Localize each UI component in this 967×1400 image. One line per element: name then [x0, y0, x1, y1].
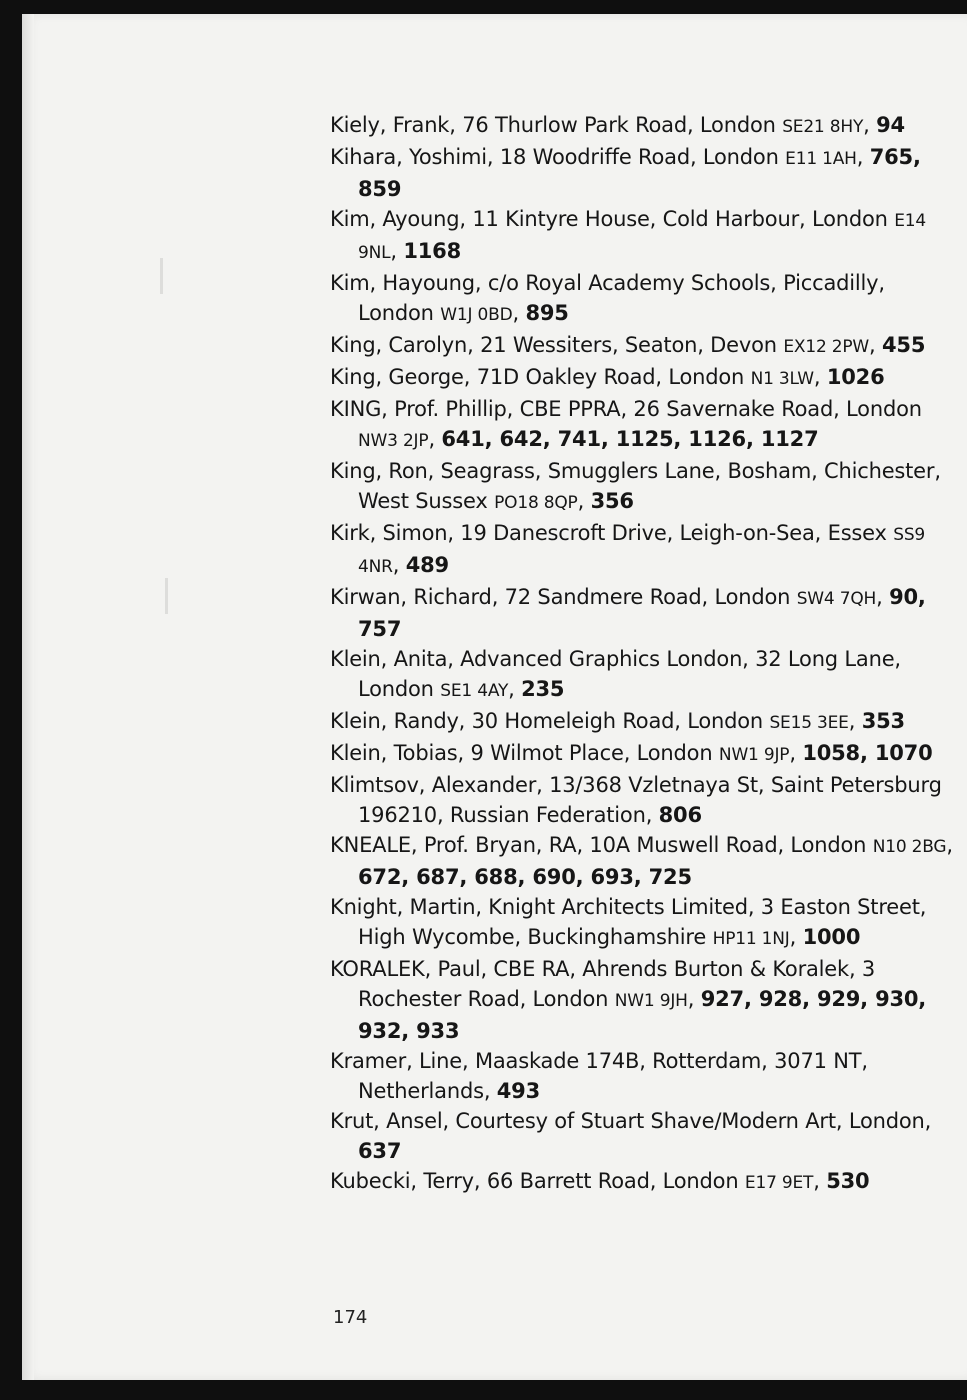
entry-text: Knight, Martin, Knight Architects Limited, 3 Easton Street, High Wycombe, Buckinghamshire: [330, 895, 927, 949]
entry-page-refs: 90, 757: [358, 585, 926, 641]
entry-postcode: SE15 3EE: [769, 713, 849, 733]
entry-text: Klein, Tobias, 9 Wilmot Place, London: [330, 741, 719, 765]
entry-text: Klein, Anita, Advanced Graphics London, 32 Long Lane, London: [330, 647, 901, 701]
entry-postcode: EX12 2PW: [783, 337, 870, 357]
index-entry: Klein, Randy, 30 Homeleigh Road, London SE15 3EE, 353: [330, 709, 905, 733]
index-entry: Kirk, Simon, 19 Danescroft Drive, Leigh-on-Sea, Essex SS9 4NR, 489: [330, 521, 926, 577]
entry-text: Kirk, Simon, 19 Danescroft Drive, Leigh-on-Sea, Essex: [330, 521, 894, 545]
entry-text: Krut, Ansel, Courtesy of Stuart Shave/Modern Art, London: [330, 1109, 925, 1133]
page-edge: [22, 14, 34, 1380]
index-entry: Kramer, Line, Maaskade 174B, Rotterdam, 3071 NT, Netherlands, 493: [330, 1049, 868, 1103]
entry-page-refs: 927, 928, 929, 930, 932, 933: [358, 987, 927, 1043]
entry-text: KING, Prof. Phillip, CBE PPRA, 26 Savernake Road, London: [330, 397, 922, 421]
entry-text: Klein, Randy, 30 Homeleigh Road, London: [330, 709, 770, 733]
entry-postcode: E17 9ET: [744, 1173, 814, 1193]
entry-page-refs: 1000: [802, 925, 861, 949]
index-entry: Kim, Ayoung, 11 Kintyre House, Cold Harbour, London E14 9NL, 1168: [330, 207, 926, 263]
entry-page-refs: 672, 687, 688, 690, 693, 725: [358, 865, 692, 889]
entry-page-refs: 455: [882, 333, 926, 357]
page-number: 174: [333, 1307, 368, 1328]
entry-page-refs: 493: [496, 1079, 541, 1103]
entry-postcode: SW4 7QH: [796, 589, 877, 609]
entry-text: King, Carolyn, 21 Wessiters, Seaton, Devon: [330, 333, 784, 357]
entry-text: King, George, 71D Oakley Road, London: [330, 365, 751, 389]
index-entry: Klein, Anita, Advanced Graphics London, 32 Long Lane, London SE1 4AY, 235: [330, 647, 901, 701]
entry-text: Kim, Hayoung, c/o Royal Academy Schools, Piccadilly, London: [330, 271, 885, 325]
entry-page-refs: 1058, 1070: [802, 741, 933, 765]
entry-postcode: NW1 9JP: [718, 745, 790, 765]
entry-postcode: W1J 0BD: [440, 305, 513, 325]
bleed-bracket-top: [160, 258, 163, 294]
entry-page-refs: 530: [826, 1169, 870, 1193]
entry-text: Kubecki, Terry, 66 Barrett Road, London: [330, 1169, 745, 1193]
index-entry: Knight, Martin, Knight Architects Limited, 3 Easton Street, High Wycombe, Buckinghamshire HP11 1NJ, 1000: [330, 895, 927, 949]
entry-page-refs: 1168: [403, 239, 462, 263]
entry-page-refs: 895: [525, 301, 569, 325]
index-entry: Kim, Hayoung, c/o Royal Academy Schools, Piccadilly, London W1J 0BD, 895: [330, 271, 885, 325]
entry-page-refs: 637: [358, 1139, 402, 1163]
entry-postcode: SE1 4AY: [440, 681, 509, 701]
entry-postcode: N10 2BG: [872, 837, 947, 857]
entry-postcode: E14 9NL: [358, 211, 926, 263]
index-entry: Kihara, Yoshimi, 18 Woodriffe Road, London E11 1AH, 765, 859: [330, 145, 921, 201]
entry-postcode: HP11 1NJ: [712, 929, 790, 949]
index-entry: King, Ron, Seagrass, Smugglers Lane, Bosham, Chichester, West Sussex PO18 8QP, 356: [330, 459, 941, 513]
index-entry: Krut, Ansel, Courtesy of Stuart Shave/Modern Art, London, 637: [330, 1109, 932, 1163]
entry-text: KNEALE, Prof. Bryan, RA, 10A Muswell Road, London: [330, 833, 873, 857]
index-entry: Kubecki, Terry, 66 Barrett Road, London E17 9ET, 530: [330, 1169, 870, 1193]
entry-page-refs: 765, 859: [358, 145, 921, 201]
entry-page-refs: 356: [590, 489, 634, 513]
entry-page-refs: 806: [658, 803, 702, 827]
entry-postcode: E11 1AH: [785, 149, 857, 169]
entry-postcode: NW3 2JP: [358, 431, 429, 451]
index-entry: King, George, 71D Oakley Road, London N1 3LW, 1026: [330, 365, 885, 389]
entry-page-refs: 94: [876, 113, 905, 137]
bleed-bracket-bottom: [165, 578, 168, 614]
entry-postcode: NW1 9JH: [614, 991, 688, 1011]
index-entry: KORALEK, Paul, CBE RA, Ahrends Burton & Koralek, 3 Rochester Road, London NW1 9JH, 927, 928, 929, 930, 932, 933: [330, 957, 927, 1043]
entry-text: Kiely, Frank, 76 Thurlow Park Road, London: [330, 113, 783, 137]
entry-page-refs: 353: [861, 709, 905, 733]
entry-text: Kirwan, Richard, 72 Sandmere Road, London: [330, 585, 797, 609]
entry-postcode: SE21 8HY: [782, 117, 864, 137]
entry-text: Klimtsov, Alexander, 13/368 Vzletnaya St, Saint Petersburg 196210, Russian Federation: [330, 773, 942, 827]
entry-postcode: N1 3LW: [750, 369, 814, 389]
entry-page-refs: 1026: [826, 365, 885, 389]
entry-postcode: PO18 8QP: [494, 493, 578, 513]
entry-page-refs: 489: [405, 553, 449, 577]
index-entry: Klein, Tobias, 9 Wilmot Place, London NW1 9JP, 1058, 1070: [330, 741, 933, 765]
entry-text: King, Ron, Seagrass, Smugglers Lane, Bosham, Chichester, West Sussex: [330, 459, 941, 513]
entry-text: Kim, Ayoung, 11 Kintyre House, Cold Harbour, London: [330, 207, 895, 231]
entry-text: Kihara, Yoshimi, 18 Woodriffe Road, London: [330, 145, 786, 169]
index-entry-list: [330, 110, 960, 1198]
entry-postcode: SS9 4NR: [358, 525, 926, 577]
entry-page-refs: 235: [521, 677, 565, 701]
entry-text: KORALEK, Paul, CBE RA, Ahrends Burton & Koralek, 3 Rochester Road, London: [330, 957, 876, 1011]
index-entry: Kirwan, Richard, 72 Sandmere Road, London SW4 7QH, 90, 757: [330, 585, 926, 641]
entry-page-refs: 641, 642, 741, 1125, 1126, 1127: [441, 427, 819, 451]
index-entry: KNEALE, Prof. Bryan, RA, 10A Muswell Road, London N10 2BG, 672, 687, 688, 690, 693, 725: [330, 833, 953, 889]
entry-text: Kramer, Line, Maaskade 174B, Rotterdam, 3071 NT, Netherlands: [330, 1049, 868, 1103]
index-entry: KING, Prof. Phillip, CBE PPRA, 26 Savernake Road, London NW3 2JP, 641, 642, 741, 1125, 1126, 1127: [330, 397, 922, 451]
index-entry: Klimtsov, Alexander, 13/368 Vzletnaya St, Saint Petersburg 196210, Russian Federation, 806: [330, 773, 942, 827]
index-entry: Kiely, Frank, 76 Thurlow Park Road, London SE21 8HY, 94: [330, 113, 905, 137]
index-entry: King, Carolyn, 21 Wessiters, Seaton, Devon EX12 2PW, 455: [330, 333, 926, 357]
